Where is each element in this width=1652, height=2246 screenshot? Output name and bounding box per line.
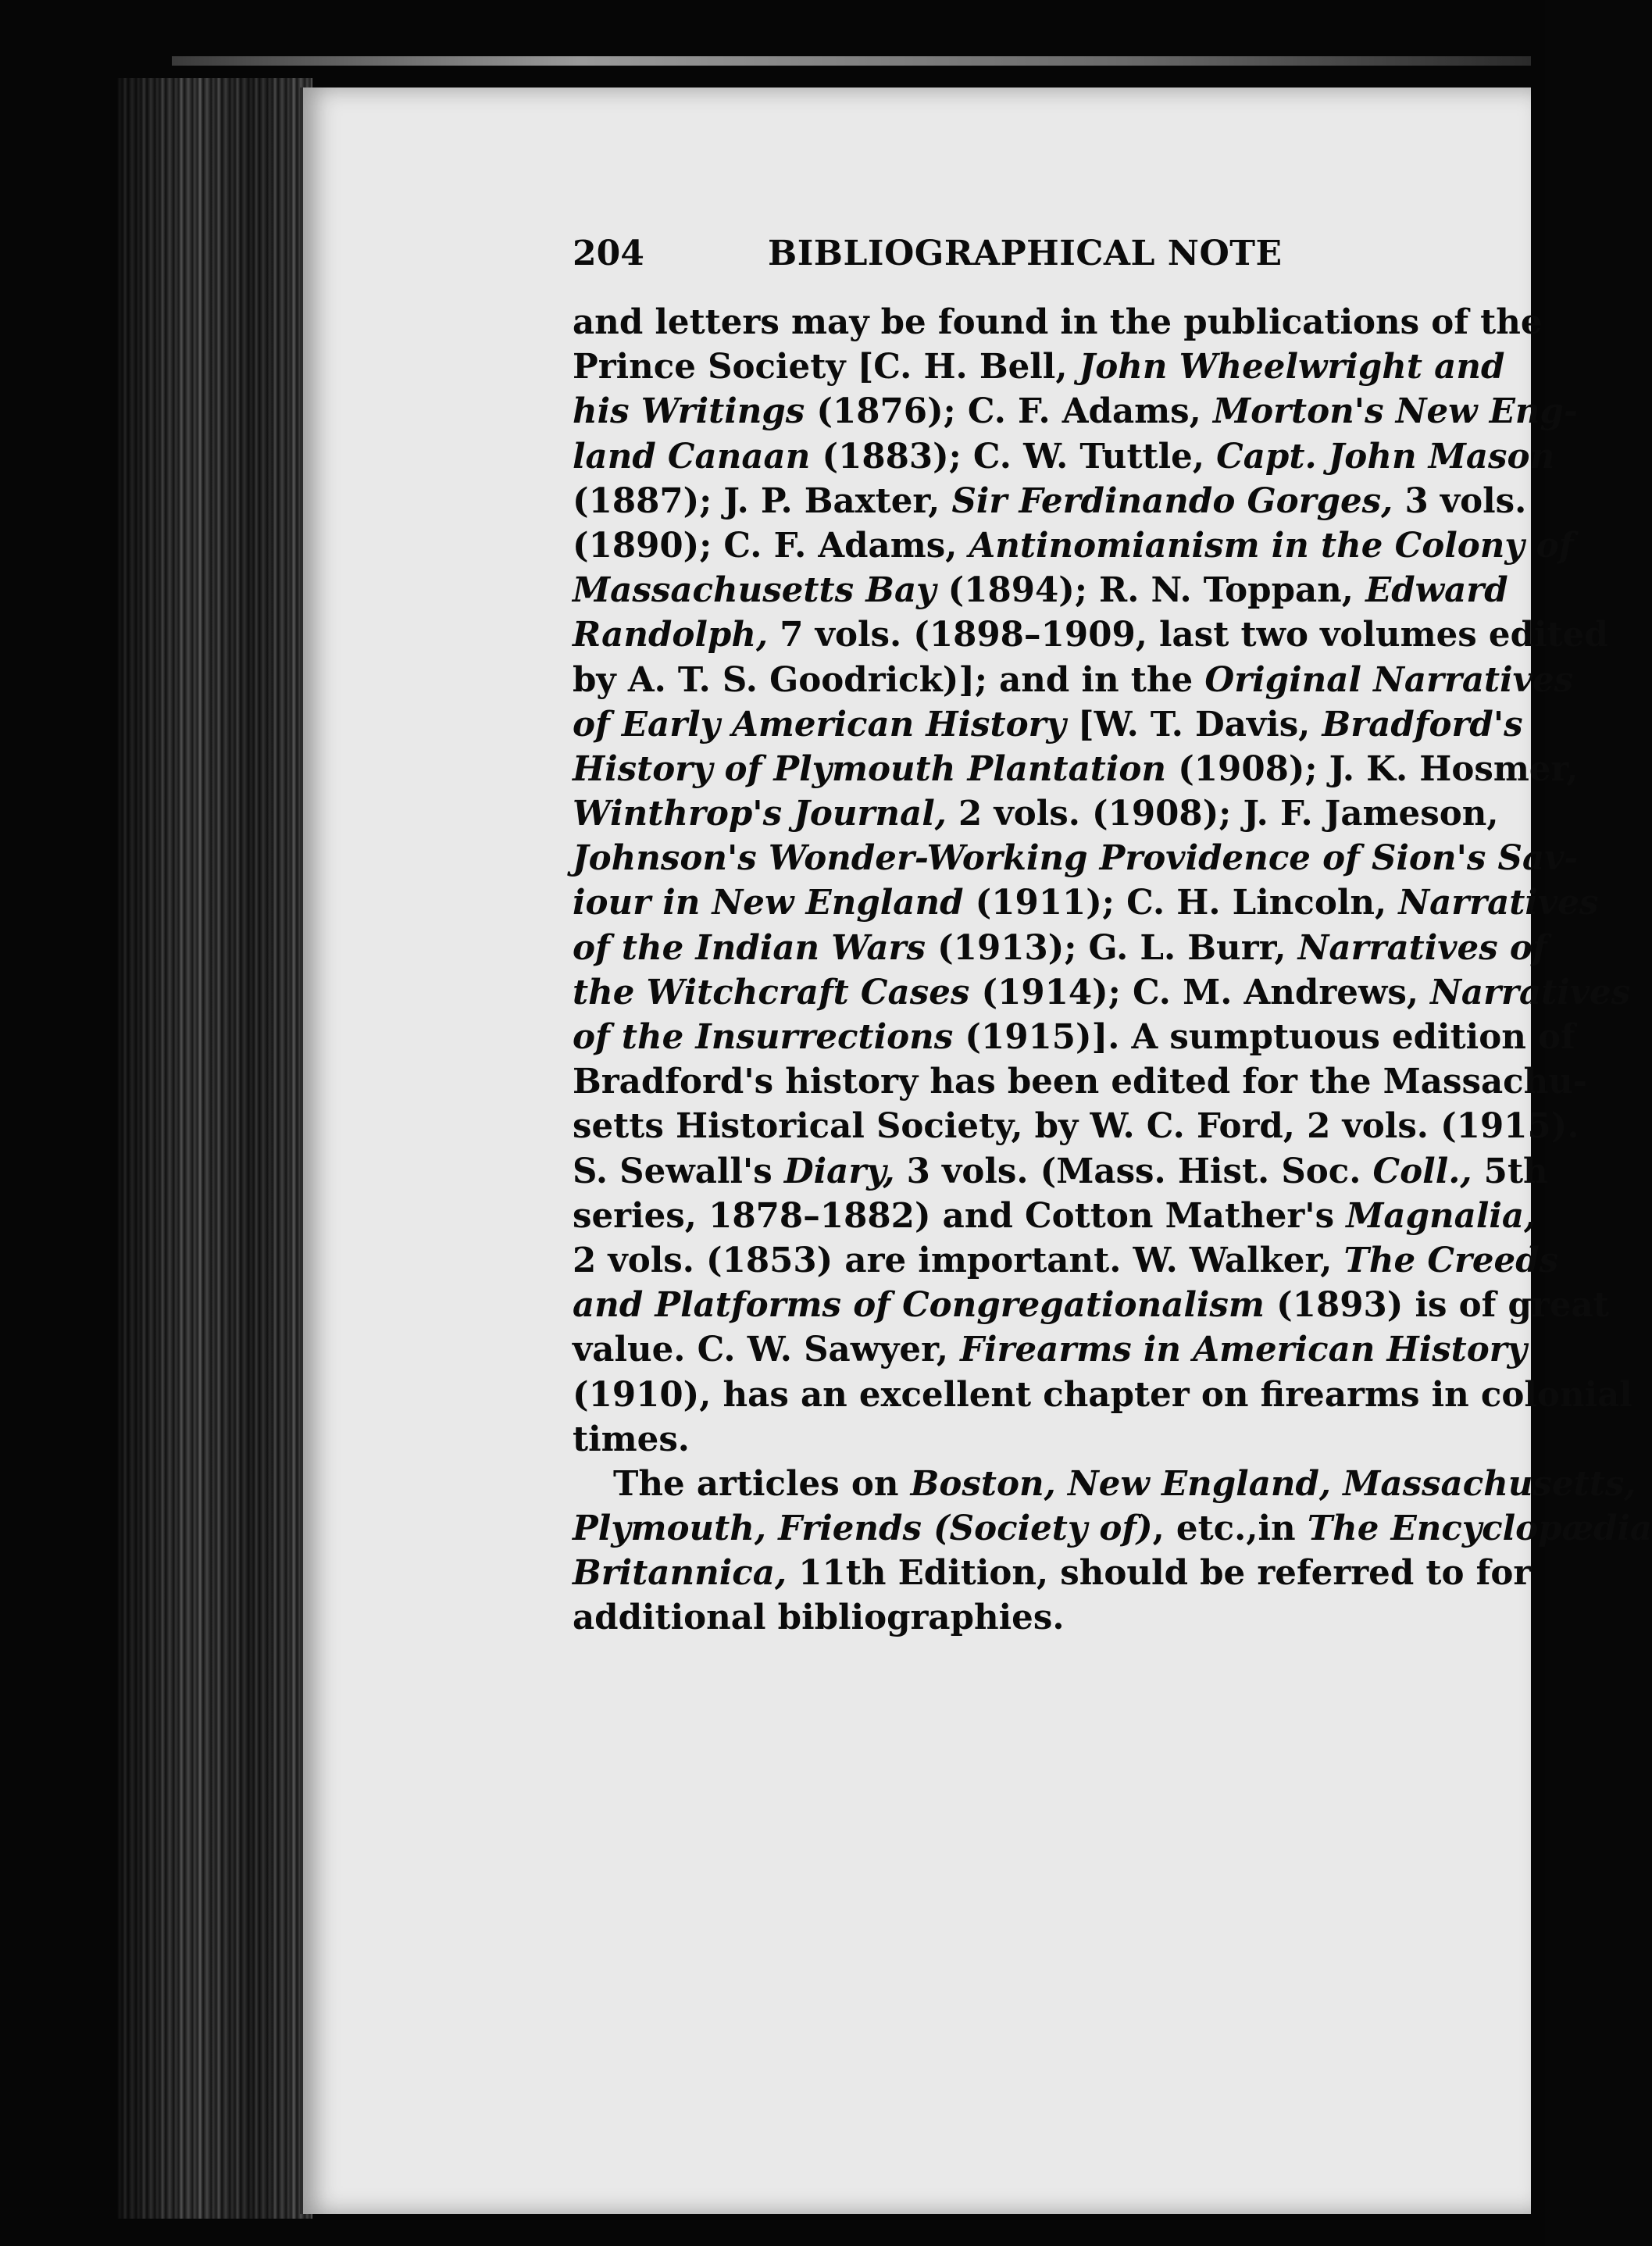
text-run: (1894); R. N. Toppan, [936, 570, 1366, 611]
italic-text: Randolph, [573, 615, 769, 655]
text-run: 2 vols. (1853) are important. W. Walker, [573, 1240, 1344, 1280]
page-header-title: BIBLIOGRAPHICAL NOTE [768, 234, 1283, 273]
page-number: 204 [573, 234, 644, 273]
text-run: (1910), has an excellent chapter on firearms in colonial [573, 1374, 1632, 1415]
text-line [573, 1283, 1609, 1327]
italic-text: The Creeds [1343, 1240, 1559, 1280]
italic-text: Edward [1365, 570, 1508, 611]
italic-text: Magnalia, [1346, 1195, 1536, 1236]
text-line [573, 300, 1543, 345]
italic-text: Narratives [1430, 972, 1631, 1012]
italic-text: Firearms in American History [960, 1330, 1527, 1370]
text-line [573, 1373, 1632, 1417]
paragraph-2 [573, 1462, 1652, 1641]
text-run: 5th [1472, 1151, 1548, 1191]
text-line [573, 926, 1547, 970]
text-run: times. [573, 1419, 690, 1459]
italic-text: Coll., [1372, 1151, 1472, 1191]
italic-text: land Canaan [573, 436, 811, 477]
text-line [573, 702, 1523, 747]
text-line [573, 836, 1579, 880]
italic-text: the Witchcraft Cases [573, 972, 970, 1012]
text-run: 3 vols. [1393, 480, 1527, 521]
text-run: value. C. W. Sawyer, [573, 1330, 961, 1370]
text-line [573, 1506, 1652, 1551]
italic-text: Britannica, [573, 1553, 787, 1594]
text-run: 2 vols. (1908); J. F. Jameson, [946, 794, 1499, 834]
text-run: (1911); C. H. Lincoln, [963, 883, 1399, 923]
text-run: (1890); C. F. Adams, [573, 525, 969, 566]
text-line [573, 1194, 1536, 1238]
text-run: (1914); C. M. Andrews, [969, 972, 1431, 1012]
text-run: (1876); C. F. Adams, [805, 391, 1213, 432]
spine-shadow [117, 78, 312, 2219]
text-line [573, 612, 1608, 657]
italic-text: Johnson's Wonder-Working Providence of Sion's Sav- [573, 838, 1579, 879]
text-line [573, 1238, 1559, 1283]
text-line [573, 1104, 1579, 1148]
text-run: additional bibliographies. [573, 1598, 1065, 1638]
italic-text: and Platforms of Congregationalism [573, 1285, 1265, 1326]
italic-text: Sir Ferdinando Gorges, [951, 480, 1393, 521]
page-gutter [300, 87, 303, 2214]
text-line [573, 1595, 1479, 1640]
italic-text: Original Narratives [1204, 659, 1574, 700]
italic-text: History of Plymouth Plantation [573, 748, 1167, 789]
text-run: Prince Society [C. H. Bell, [573, 347, 1079, 387]
italic-text: his Writings [573, 391, 805, 432]
italic-text: John Wheelwright and [1079, 347, 1505, 387]
text-line [573, 970, 1631, 1015]
text-run: 11th Edition, should be referred to for [787, 1553, 1532, 1594]
italic-text: Plymouth, Friends (Society of) [573, 1509, 1153, 1549]
text-run: 3 vols. (Mass. Hist. Soc. [894, 1151, 1373, 1191]
text-run: , etc.,in [1152, 1509, 1308, 1549]
italic-text: of Early American History [573, 704, 1066, 745]
page-top-edge [172, 56, 1531, 66]
italic-text: Diary, [783, 1151, 895, 1191]
body-text [573, 300, 1652, 1641]
text-line [573, 1149, 1548, 1194]
text-run: (1887); J. P. Baxter, [573, 480, 952, 521]
text-line [573, 1417, 1479, 1462]
text-line [573, 568, 1508, 612]
italic-text: iour in New England [573, 883, 964, 923]
italic-text: Capt. John Mason [1216, 436, 1555, 477]
text-line [573, 880, 1599, 925]
text-run: (1893) is of great [1264, 1285, 1609, 1326]
text-run: series, 1878–1882) and Cotton Mather's [573, 1195, 1347, 1236]
italic-text: Narratives [1398, 883, 1599, 923]
text-line [573, 434, 1555, 479]
text-line [573, 389, 1579, 434]
text-line [573, 747, 1579, 791]
text-run: and letters may be found in the publications of the [573, 302, 1543, 342]
italic-text: Morton's New Eng- [1212, 391, 1579, 432]
italic-text: Bradford's [1322, 704, 1523, 745]
text-line [573, 479, 1527, 523]
text-line [573, 1551, 1532, 1595]
text-line [573, 1327, 1527, 1372]
text-run: [W. T. Davis, [1065, 704, 1322, 745]
running-head [573, 231, 1479, 276]
italic-text: The Encyclopædia [1307, 1509, 1652, 1549]
text-line [573, 1059, 1587, 1104]
italic-text: of the Indian Wars [573, 927, 926, 968]
text-run: (1883); C. W. Tuttle, [810, 436, 1217, 477]
text-run: S. Sewall's [573, 1151, 784, 1191]
text-run: setts Historical Society, by W. C. Ford, 2 vols. (1915). [573, 1106, 1579, 1147]
text-line [573, 791, 1499, 836]
italic-text: Massachusetts Bay [573, 570, 937, 611]
text-line [573, 523, 1574, 568]
text-line [573, 1462, 1636, 1506]
text-run: The articles on [613, 1463, 911, 1504]
paragraph-1 [573, 300, 1632, 1462]
text-run: Bradford's history has been edited for the Massachu- [573, 1062, 1587, 1102]
text-line [573, 345, 1505, 389]
text-line [573, 658, 1574, 702]
italic-text: Antinomianism in the Colony of [969, 525, 1574, 566]
text-run: (1908); J. K. Hosmer, [1166, 748, 1579, 789]
italic-text: Narratives of [1297, 927, 1547, 968]
text-line [573, 1015, 1575, 1059]
italic-text: Boston, New England, Massachusetts, [910, 1463, 1636, 1504]
italic-text: Winthrop's Journal, [573, 794, 947, 834]
italic-text: of the Insurrections [573, 1017, 954, 1057]
text-run: (1915)]. A sumptuous edition of [953, 1017, 1575, 1057]
text-run: 7 vols. (1898–1909, last two volumes edited [768, 615, 1608, 655]
text-run: by A. T. S. Goodrick)]; and in the [573, 659, 1205, 700]
text-run: (1913); G. L. Burr, [925, 927, 1298, 968]
